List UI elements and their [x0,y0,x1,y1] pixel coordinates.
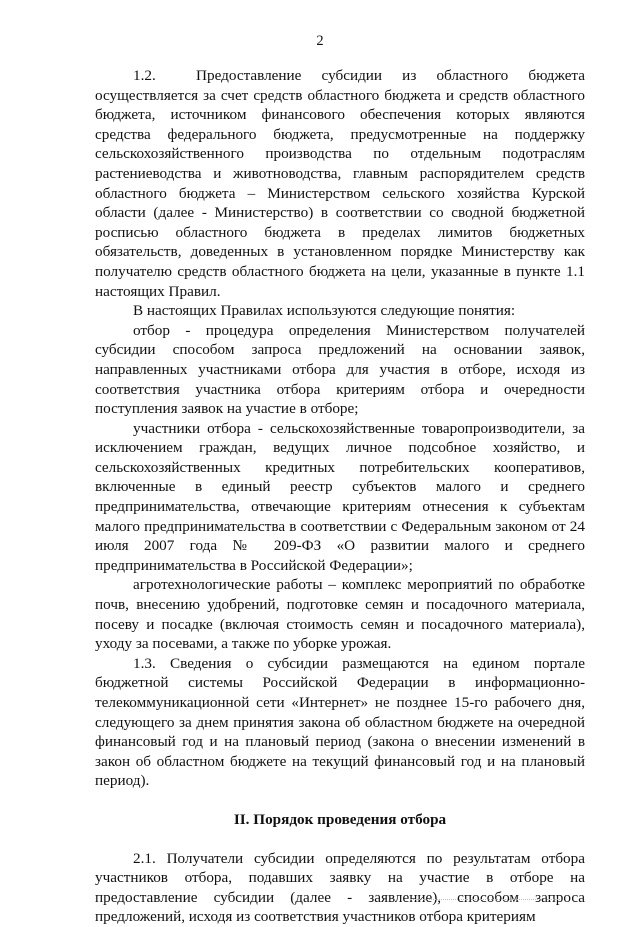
paragraph-2-1: 2.1. Получатели субсидии определяются по результатам отбора участников отбора, подавших заявку на участие в отборе на предоставление субсидии (далее - заявление), способом запроса предложений, исходя из соответствия участников отбора критериям [95,849,585,926]
document-body [95,66,585,927]
paragraph-definitions-intro: В настоящих Правилах используются следующие понятия: [133,302,516,320]
paragraph-1-3: 1.3. Сведения о субсидии размещаются на едином портале бюджетной системы Российской Федерации в информационно-телекоммуникационной сети «Интернет» не позднее 15-го рабочего дня, следующего за днем принятия закона об областном бюджете на очередной финансовый год и на плановый период (закона о внесении изменений в закон об областном бюджете на текущий финансовый год и на плановый период). [95,654,585,790]
page-number: 2 [316,33,324,49]
paragraph-definition-agrotech: агротехнологические работы – комплекс мероприятий по обработке почв, внесению удобрений, подготовке семян и посадочного материала, посеву и посадке (включая стоимость семян и посадочного материала), уходу за посевами, а также по уборке урожая. [95,576,585,653]
scan-artifact [410,899,560,904]
section-heading: II. Порядок проведения отбора [233,810,447,828]
paragraph-1-2: 1.2. Предоставление субсидии из областного бюджета осуществляется за счет средств областного бюджета и средств областного бюджета, источником финансового обеспечения которых являются средства федерального бюджета, предусмотренные на поддержку сельскохозяйственного производства по отдельным подотраслям растениеводства и животноводства, главным распорядителем средств областного бюджета – Министерством сельского хозяйства Курской области (далее - Министерство) в соответствии со сводной бюджетной росписью областного бюджета в пределах лимитов бюджетных обязательств, доведенных в установленном порядке Министерству как получателю средств областного бюджета на цели, указанные в пункте 1.1 настоящих Правил. [95,67,585,300]
paragraph-definition-participants: участники отбора - сельскохозяйственные товаропроизводители, за исключением граждан, ведущих личное подсобное хозяйство, и сельскохозяйственных кредитных потребительских кооперативов, включенные в единый реестр субъектов малого и среднего предпринимательства, отвечающие критериям отнесения к субъектам малого предпринимательства в соответствии с Федеральным законом от 24 июля 2007 года № 209-ФЗ «О развитии малого и среднего предпринимательства в Российской Федерации»; [95,419,585,574]
paragraph-definition-selection: отбор - процедура определения Министерством получателей субсидии способом запроса предложений на основании заявок, направленных участниками отбора для участия в отборе, исходя из соответствия участника отбора критериям отбора и очередности поступления заявок на участие в отборе; [95,321,585,418]
